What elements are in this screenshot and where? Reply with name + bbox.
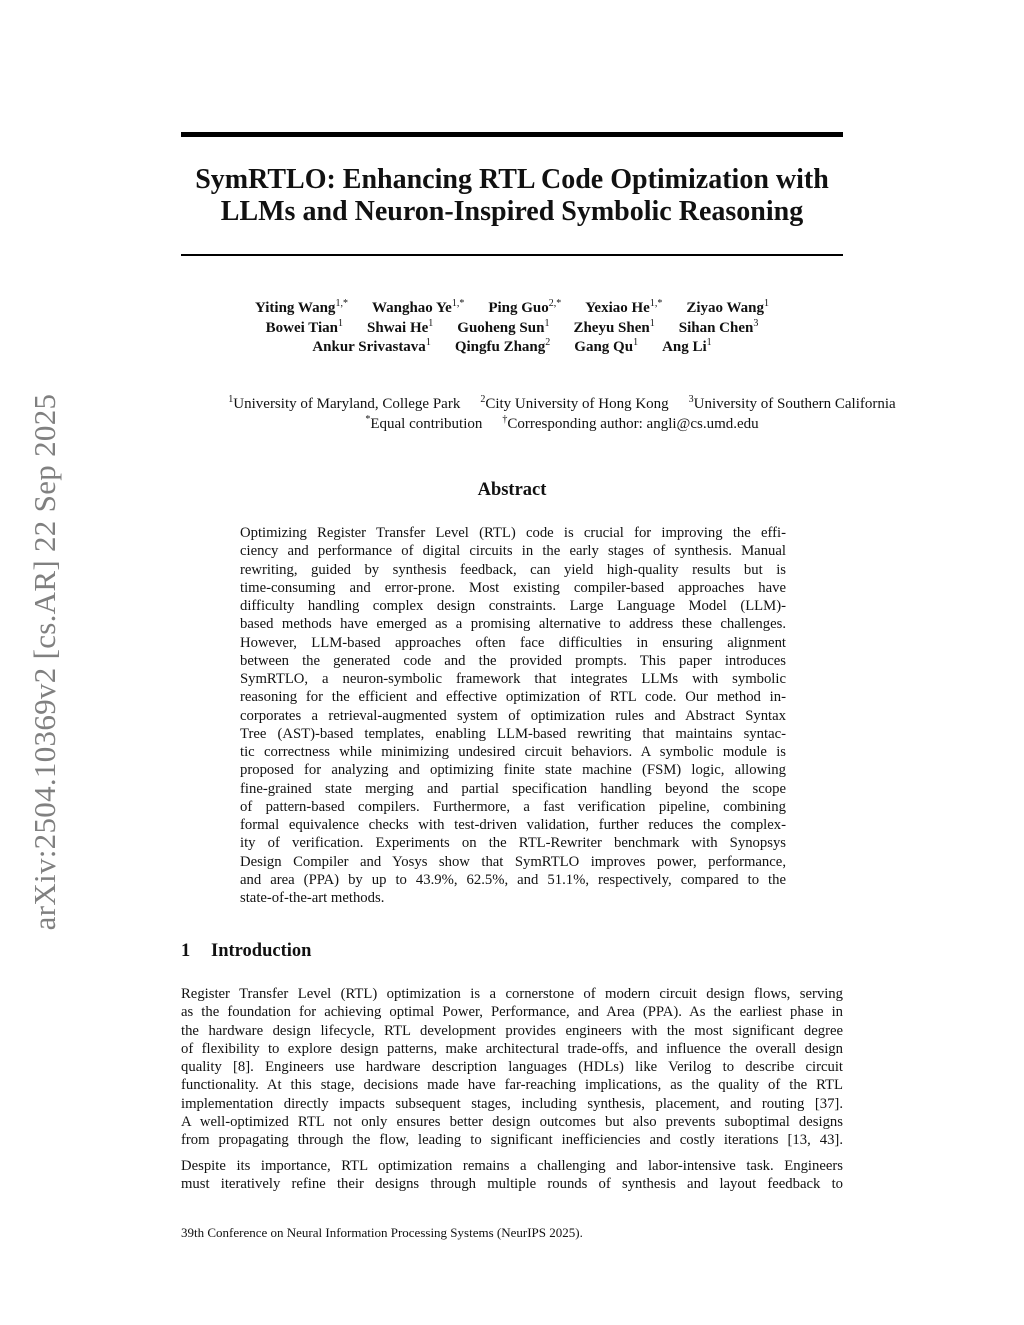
affiliation-mark: 3 — [688, 394, 694, 405]
author-name: Bowei Tian — [265, 319, 339, 336]
author-row — [150, 319, 874, 339]
author-name: Qingfu Zhang — [454, 339, 546, 355]
text-line: SymRTLO, a neuron-symbolic framework that integrates LLMs with symbolic — [240, 671, 786, 687]
text-line: of pattern-based compilers. Furthermore, a fast verification pipeline, combining — [240, 798, 786, 815]
text-line: formal equivalence checks with test-driven validation, further reduces the complex- — [240, 817, 786, 833]
author-name: Sihan Chen — [678, 319, 754, 336]
title-bottom-rule — [181, 254, 843, 256]
author — [265, 317, 344, 336]
text-line: corporates a retrieval-augmented system of optimization rules and Abstract Syntax — [240, 707, 786, 724]
text-line: difficulty handling complex design constraints. Large Language Model (LLM)- — [240, 598, 786, 614]
author — [585, 300, 662, 316]
affiliation-text: University of Maryland, College Park — [233, 396, 461, 412]
text-line: Tree (AST)-based templates, enabling LLM-based rewriting that maintains syntac- — [240, 725, 786, 742]
author-name: Yexiao He — [585, 300, 650, 316]
text-line: A well-optimized RTL not only ensures better design outcomes but also prevents suboptimal designs — [181, 1113, 843, 1130]
text-line: of flexibility to explore design patterns, make architectural trade-offs, and influence the overall design — [181, 1040, 843, 1057]
title-line: SymRTLO: Enhancing RTL Code Optimization with — [195, 164, 829, 195]
affiliation-text: University of Southern California — [693, 396, 896, 412]
affiliation-mark: † — [502, 413, 508, 425]
affiliation — [228, 396, 460, 412]
author-affiliation-mark: 3 — [753, 317, 759, 329]
author-affiliation-mark: 2,* — [548, 298, 562, 309]
text-line: proposed for analyzing and optimizing finite state machine (FSM) logic, allowing — [240, 762, 786, 779]
author-name: Wanghao Ye — [371, 300, 452, 316]
author — [678, 317, 759, 336]
text-line: based methods have emerged as a promising alternative to address these challenges. — [240, 616, 786, 633]
section-title: Introduction — [211, 941, 312, 961]
title-line: LLMs and Neuron-Inspired Symbolic Reasoning — [220, 196, 804, 227]
author-affiliation-mark: 2 — [545, 337, 551, 348]
text-line: functionality. At this stage, decisions made have far-reaching implications, as the quality of the RTL — [181, 1077, 843, 1094]
text-line: Optimizing Register Transfer Level (RTL) code is crucial for improving the effi- — [240, 525, 786, 541]
text-line: implementation directly impacts subsequent stages, including synthesis, placement, and routing [37]. — [181, 1095, 843, 1112]
author-name: Shwai He — [367, 319, 429, 336]
affiliation-row — [120, 415, 1004, 435]
text-line: Design Compiler and Yosys show that SymRTLO improves power, performance, — [240, 853, 786, 870]
author-name: Yiting Wang — [254, 300, 336, 316]
author-affiliation-mark: 1 — [649, 317, 655, 329]
text-line: state-of-the-art methods. — [240, 890, 385, 906]
author-name: Ping Guo — [488, 300, 549, 316]
author-affiliation-mark: 1 — [428, 317, 434, 329]
text-line: fine-grained state merging and partial specification handling beyond the scope — [240, 780, 786, 797]
author — [312, 339, 431, 355]
author — [457, 317, 550, 336]
text-line: between the generated code and the provided prompts. This paper introduces — [240, 652, 786, 669]
title-top-rule — [181, 132, 843, 137]
affiliation-mark: 2 — [480, 394, 486, 405]
affiliation — [502, 413, 759, 432]
author — [367, 317, 434, 336]
author-affiliation-mark: 1 — [706, 337, 712, 348]
author-row — [150, 338, 874, 358]
author-name: Ang Li — [662, 339, 707, 355]
text-line: the hardware design lifecycle, RTL development provides engineers with the most significant degree — [181, 1022, 843, 1039]
affiliation-mark: 1 — [228, 394, 234, 405]
abstract-body — [240, 524, 786, 907]
abstract-heading: Abstract — [477, 480, 547, 500]
text-line: reasoning for the efficient and effective optimization of RTL code. Our method in- — [240, 689, 786, 706]
author — [686, 300, 769, 316]
text-line: tic correctness while minimizing undesired circuit behaviors. A symbolic module is — [240, 744, 786, 760]
author — [573, 317, 655, 336]
author-name: Zheyu Shen — [573, 319, 650, 336]
affiliations — [120, 395, 1004, 434]
affiliation — [365, 413, 483, 432]
author-affiliation-mark: 1,* — [451, 298, 465, 309]
affiliation-mark: * — [365, 413, 371, 425]
author-name: Ankur Srivastava — [312, 339, 426, 355]
author-row — [150, 299, 874, 319]
author — [455, 339, 550, 355]
text-line: Despite its importance, RTL optimization remains a challenging and labor-intensive task. Engineers — [181, 1158, 843, 1174]
author-affiliation-mark: 1 — [338, 317, 344, 329]
section-number: 1 — [181, 941, 191, 961]
author — [372, 300, 464, 316]
text-line: ity of verification. Experiments on the RTL-Rewriter benchmark with Synopsys — [240, 835, 786, 852]
author — [574, 339, 638, 355]
text-line: quality [8]. Engineers use hardware description languages (HDLs) like Verilog to describe circuit — [181, 1059, 843, 1075]
author — [255, 300, 348, 316]
intro-paragraph-1 — [181, 985, 843, 1149]
affiliation-text: Equal contribution — [370, 415, 483, 432]
text-line: as the foundation for achieving optimal Power, Performance, and Area (PPA). As the earliest phase in — [181, 1004, 843, 1021]
author-affiliation-mark: 1 — [425, 337, 431, 348]
author-affiliation-mark: 1 — [544, 317, 550, 329]
author — [662, 339, 712, 355]
intro-paragraph-2 — [181, 1157, 843, 1194]
author-name: Ziyao Wang — [686, 300, 765, 316]
author-affiliation-mark: 1 — [764, 298, 770, 309]
author-affiliation-mark: 1,* — [335, 298, 348, 309]
text-line: However, LLM-based approaches often face difficulties in ensuring alignment — [240, 634, 786, 651]
author-name: Guoheng Sun — [457, 319, 545, 336]
paper-title — [181, 164, 843, 228]
text-line: Register Transfer Level (RTL) optimization is a cornerstone of modern circuit design flows, serving — [181, 986, 843, 1002]
author-affiliation-mark: 1,* — [649, 298, 663, 309]
text-line: from propagating through the flow, leading to significant inefficiencies and costly iterations [13, 43]. — [181, 1132, 843, 1148]
text-line: time-consuming and error-prone. Most existing compiler-based approaches have — [240, 579, 786, 596]
author-affiliation-mark: 1 — [633, 337, 639, 348]
conference-footer: 39th Conference on Neural Information Processing Systems (NeurIPS 2025). — [181, 1225, 583, 1240]
arxiv-identifier: arXiv:2504.10369v2 [cs.AR] 22 Sep 2025 — [27, 393, 62, 931]
text-line: must iteratively refine their designs through multiple rounds of synthesis and layout feedback to — [181, 1176, 843, 1193]
affiliation-text: Corresponding author: angli@cs.umd.edu — [507, 415, 759, 432]
affiliation-row — [120, 395, 1004, 415]
section-heading-introduction — [181, 941, 311, 962]
affiliation — [480, 396, 668, 412]
text-line: ciency and performance of digital circuits in the early stages of synthesis. Manual — [240, 543, 786, 560]
affiliation-text: City University of Hong Kong — [485, 396, 669, 412]
author-list — [150, 299, 874, 358]
affiliation — [689, 396, 896, 412]
author — [488, 300, 561, 316]
text-line: and area (PPA) by up to 43.9%, 62.5%, and 51.1%, respectively, compared to the — [240, 871, 786, 888]
author-name: Gang Qu — [574, 339, 634, 355]
text-line: rewriting, guided by synthesis feedback, can yield high-quality results but is — [240, 561, 786, 578]
